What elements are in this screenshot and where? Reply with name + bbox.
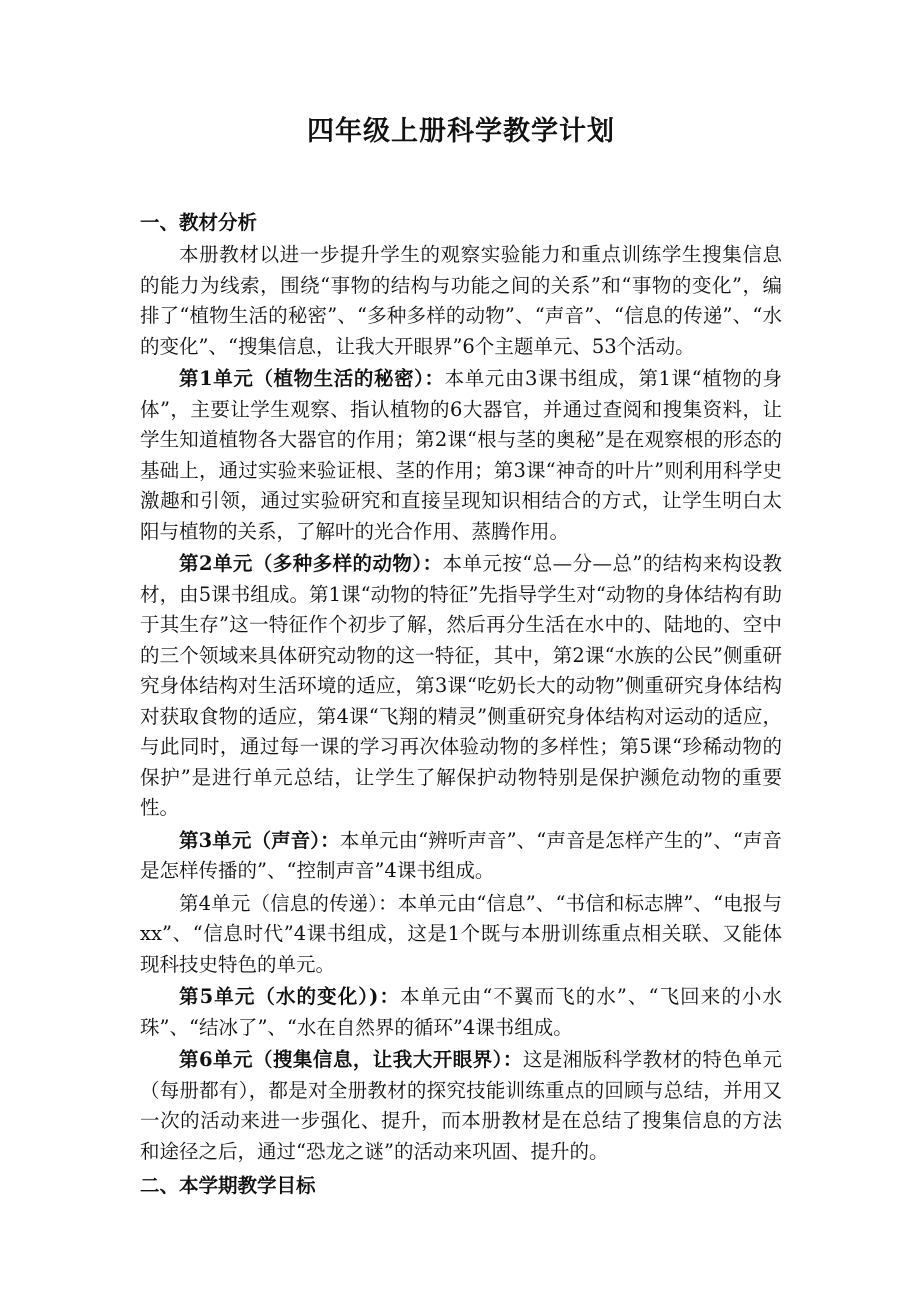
unit-6-paragraph xyxy=(140,1045,782,1167)
unit-1-text: 本单元由3课书组成，第1课“植物的身体”，主要让学生观察、指认植物的6大器官，并通过查阅和搜集资料，让学生知道植物各大器官的作用；第2课“根与茎的奥秘”是在观察根的形态的基础上，通过实验来验证根、茎的作用；第3课“神奇的叶片”则利用科学史激趣和引领，通过实验研究和直接呈现知识相结合的方式，让学生明白太阳与植物的关系，了解叶的光合作用、蒸腾作用。 xyxy=(140,367,782,543)
unit-6-text: 这是湘版科学教材的特色单元（每册都有），都是对全册教材的探究技能训练重点的回顾与总结，并用又一次的活动来进一步强化、提升，而本册教材是在总结了搜集信息的方法和途径之后，通过“恐龙之谜”的活动来巩固、提升的。 xyxy=(140,1048,782,1163)
unit-5-text: 本单元由“不翼而飞的水”、“飞回来的小水珠”、“结冰了”、“水在自然界的循环”4课书组成。 xyxy=(140,985,782,1039)
unit-5-label: 第5单元（水的变化）)： xyxy=(179,985,401,1008)
section-heading-teaching-goals: 二、本学期教学目标 xyxy=(140,1174,316,1197)
unit-4-paragraph xyxy=(140,889,782,981)
unit-2-text: 本单元按“总—分—总”的结构来构设教材，由5课书组成。第1课“动物的特征”先指导学生对“动物的身体结构有助于其生存”这一特征作个初步了解，然后再分生活在水中的、陆地的、空中的三个领域来具体研究动物的这一特征，其中，第2课“水族的公民”侧重研究身体结构对生活环境的适应，第3课“吃奶长大的动物”侧重研究身体结构对获取食物的适应，第4课“飞翔的精灵”侧重研究身体结构对运动的适应，与此同时，通过每一课的学习再次体验动物的多样性；第5课“珍稀动物的保护”是进行单元总结，让学生了解保护动物特别是保护濒危动物的重要性。 xyxy=(140,552,782,819)
unit-6-label: 第6单元（搜集信息，让我大开眼界）： xyxy=(179,1048,523,1071)
unit-1-paragraph xyxy=(140,364,782,547)
document-title: 四年级上册科学教学计划 xyxy=(307,116,615,147)
unit-4-text: 第4单元（信息的传递）：本单元由“信息”、“书信和标志牌”、“电报与xx”、“信息时代”4课书组成，这是1个既与本册训练重点相关联、又能体现科技史特色的单元。 xyxy=(140,891,782,976)
unit-2-paragraph xyxy=(140,549,782,824)
document-page xyxy=(140,112,782,1203)
unit-5-paragraph xyxy=(140,982,782,1043)
unit-3-paragraph xyxy=(140,826,782,887)
unit-3-text: 本单元由“辨听声音”、“声音是怎样产生的”、“声音是怎样传播的”、“控制声音”4课书组成。 xyxy=(140,828,782,882)
unit-1-label: 第1单元（植物生活的秘密）： xyxy=(179,367,445,390)
unit-3-label: 第3单元（声音）： xyxy=(179,828,340,852)
section-heading-material-analysis: 一、教材分析 xyxy=(140,211,258,234)
intro-paragraph: 本册教材以进一步提升学生的观察实验能力和重点训练学生搜集信息的能力为线索，围绕“事物的结构与功能之间的关系”和“事物的变化”，编排了“植物生活的秘密”、“多种多样的动物”、“声音”、“信息的传递”、“水的变化”、“搜集信息，让我大开眼界”6个主题单元、53个活动。 xyxy=(140,243,782,358)
unit-2-label: 第2单元（多种多样的动物）： xyxy=(179,552,443,575)
